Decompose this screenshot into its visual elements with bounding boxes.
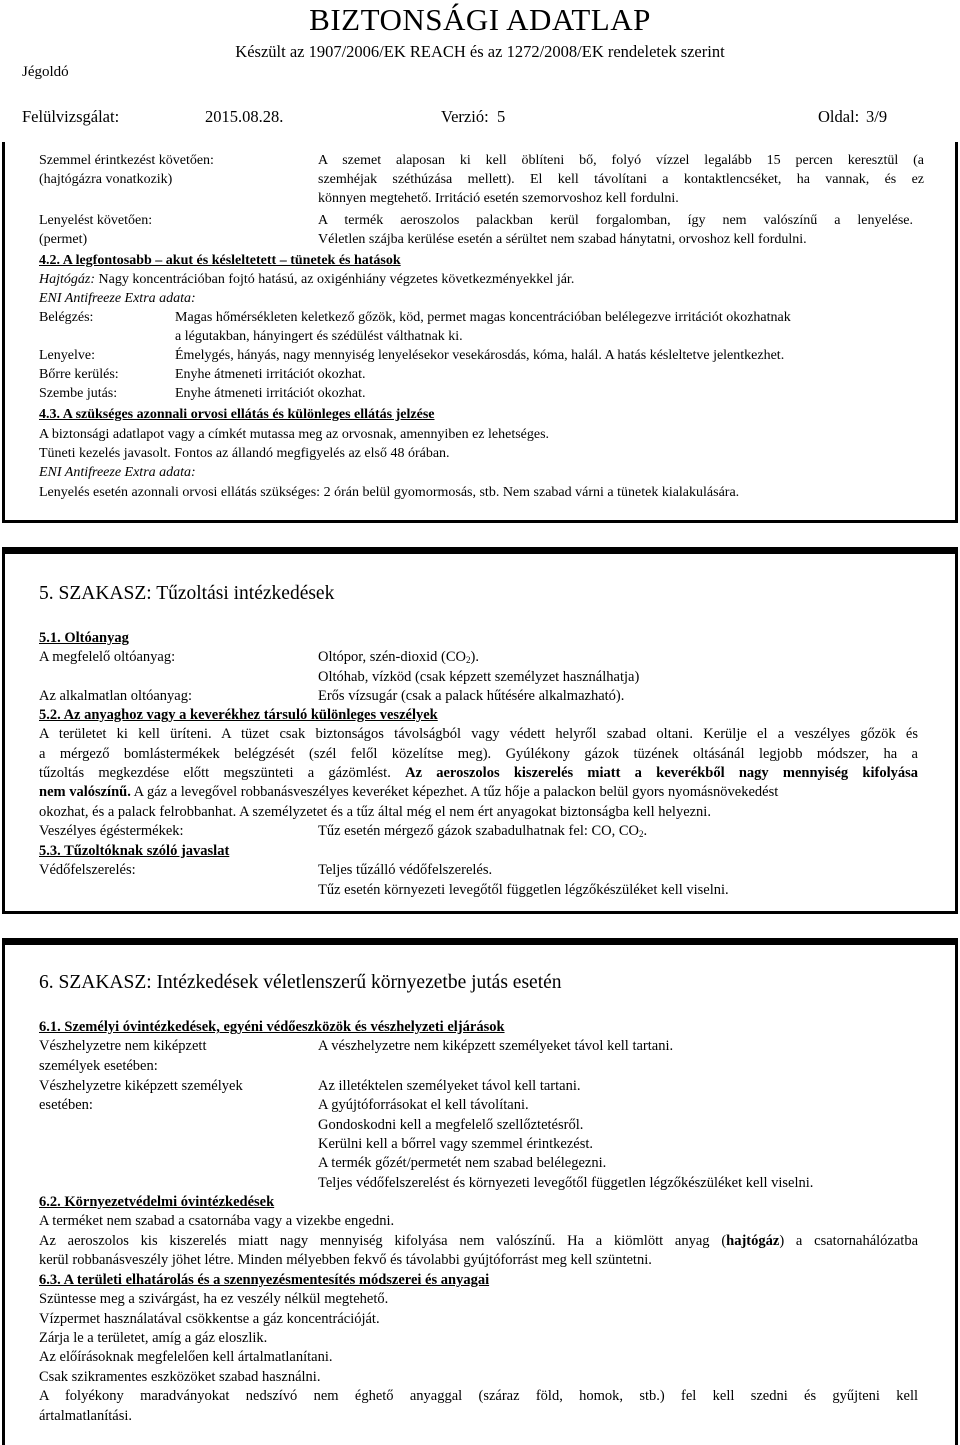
version-number: 5 (497, 107, 506, 126)
regulation-subtitle: Készült az 1907/2006/EK REACH és az 1272/2008/EK rendeletek szerint (235, 42, 725, 61)
revision-label: Felülvizsgálat: (22, 107, 120, 126)
eni-data-label-1: ENI Antifreeze Extra adata: (39, 291, 196, 306)
section-6-box (2, 938, 958, 1445)
s52-text-3 (39, 765, 918, 782)
eye-contact-text-3: könnyen megtehető. Irritáció esetén szemorvoshoz kell fordulni. (318, 191, 679, 206)
ppe-text-2: Tűz esetén környezeti levegőtől független légzőkészüléket kell viselni. (318, 882, 729, 898)
suitable-media-text-1b: ). (470, 649, 479, 665)
ingestion-text-1: A termék aeroszolos palackban kerül forgalomban, így nem valószínű a lenyelése. (318, 213, 913, 228)
s52-text-1: A területet ki kell üríteni. A tüzet csak biztonságos távolságból vagy védett helyről szabad oltani. Kerülje el a veszélyes gőzök és (39, 726, 918, 742)
emergency-responder-label-1: Vészhelyzetre kiképzett személyek (39, 1078, 243, 1094)
swallowing-label: Lenyelve: (39, 348, 95, 363)
skin-label: Bőrre kerülés: (39, 367, 119, 382)
document-title: BIZTONSÁGI ADATLAP (309, 2, 651, 37)
eye-contact-sublabel: (hajtógázra vonatkozik) (39, 172, 173, 187)
eye-contact-text-1: A szemet alaposan ki kell öblíteni bő, folyó vízzel legalább 15 percen keresztül (a (318, 153, 924, 168)
eni-data-label-2: ENI Antifreeze Extra adata: (39, 465, 196, 480)
emergency-item: A termék gőzét/permetét nem szabad belélegezni. (318, 1155, 607, 1171)
suitable-media-text-2: Oltóhab, vízköd (csak képzett személyzet használhatja) (318, 669, 640, 685)
s52-text-2: a mérgező bomlástermékek belégzését (szél felől közelítse meg). Gyúlékony gázok tüzének oltásánál legjobb módszer, ha a (39, 746, 918, 762)
non-emergency-text: A vészhelyzetre nem kiképzett személyeket távol kell tartani. (318, 1038, 674, 1054)
suitable-media-label: A megfelelő oltóanyag: (39, 649, 176, 665)
s52-text-3a: tűzoltás megkezdése előtt megszünteti a gázömlést. (39, 765, 406, 781)
subsection-6-1-heading: 6.1. Személyi óvintézkedések, egyéni védőeszközök és vészhelyzeti eljárások (39, 1019, 505, 1035)
s62-text-2a: Az aeroszolos kis kiszerelés miatt nagy mennyiség kifolyása nem valószínű. Ha a kiömlött anyag ( (39, 1233, 727, 1249)
swallowing-text: Émelygés, hányás, nagy mennyiség lenyelésekor vesekárosdás, kóma, halál. A hatás késleltetve jelentkezhet. (175, 348, 785, 363)
section-4-box (2, 142, 958, 523)
subsection-4-2-heading: 4.2. A legfontosabb – akut és késleltetett – tünetek és hatások (39, 253, 401, 268)
co2-subscript: 2 (466, 655, 471, 665)
unsuitable-media-text: Erős vízsugár (csak a palack hűtésére alkalmazható). (318, 688, 625, 704)
subsection-5-2-heading: 5.2. Az anyaghoz vagy a keverékhez társuló különleges veszélyek (39, 707, 438, 723)
subsection-6-2-heading: 6.2. Környezetvédelmi óvintézkedések (39, 1194, 275, 1210)
product-name: Jégoldó (22, 64, 69, 80)
eye-text-2: Enyhe átmeneti irritációt okozhat. (175, 386, 366, 401)
suitable-media-text-1 (318, 649, 479, 669)
s63-item: Csak szikramentes eszközöket szabad használni. (39, 1369, 321, 1385)
emergency-responder-label-2: esetében: (39, 1097, 93, 1113)
co2-subscript-2: 2 (639, 829, 644, 839)
combustion-products-label: Veszélyes égéstermékek: (39, 823, 184, 839)
ppe-label: Védőfelszerelés: (39, 862, 136, 878)
ingestion-text-2: Véletlen szájba kerülése esetén a sérültet nem szabad hánytatni, orvoshoz kell fordulni. (318, 232, 807, 247)
combustion-products-text (318, 823, 647, 843)
eye-contact-label: Szemmel érintkezést követően: (39, 153, 214, 168)
s43-text-3: Lenyelés esetén azonnali orvosi ellátás szükséges: 2 órán belül gyomormosás, stb. Nem szabad várni a tünetek kialakulására. (39, 485, 740, 500)
propellant-label: Hajtógáz: (39, 272, 95, 287)
propellant-line (39, 271, 574, 288)
s62-text-2 (39, 1233, 918, 1250)
emergency-item: Az illetéktelen személyeket távol kell tartani. (318, 1078, 581, 1094)
s52-text-4a-bold: nem valószínű. (39, 784, 131, 800)
page-number: 3/9 (866, 107, 888, 126)
emergency-item: A gyújtóforrásokat el kell távolítani. (318, 1097, 529, 1113)
ingestion-sublabel: (permet) (39, 232, 88, 247)
emergency-item: Kerülni kell a bőrrel vagy szemmel érintkezést. (318, 1136, 593, 1152)
eye-label-2: Szembe jutás: (39, 386, 118, 401)
s62-text-1: A terméket nem szabad a csatornába vagy a vizekbe engedni. (39, 1213, 395, 1229)
emergency-item: Gondoskodni kell a megfelelő szellőztetésről. (318, 1117, 584, 1133)
suitable-media-text-1a: Oltópor, szén-dioxid (CO (318, 649, 467, 665)
ingestion-label: Lenyelést követően: (39, 213, 153, 228)
emergency-item: Teljes védőfelszerelést és környezeti levegőtől független légzőkészüléket kell viselni. (318, 1175, 814, 1191)
s52-text-5: okozhat, és a palack felrobbanhat. A személyzetet és a tűz által még el nem ért anyagokat biztonságba kell helyezni. (39, 804, 711, 820)
s63-item: Zárja le a területet, amíg a gáz eloszlik. (39, 1330, 268, 1346)
inhalation-label: Belégzés: (39, 310, 94, 325)
subsection-5-3-heading: 5.3. Tűzoltóknak szóló javaslat (39, 843, 230, 859)
s63-item: Szüntesse meg a szivárgást, ha ez veszély nélkül megtehető. (39, 1291, 389, 1307)
section-5-title: 5. SZAKASZ: Tűzoltási intézkedések (39, 583, 335, 604)
s43-text-1: A biztonsági adatlapot vagy a címkét mutassa meg az orvosnak, amennyiben ez lehetséges. (39, 427, 550, 442)
s52-text-4b: A gáz a levegővel robbanásveszélyes keveréket képezhet. A tűz hője a palackon belül gyors nyomásnövekedést (130, 784, 779, 800)
s63-item: Vízpermet használatával csökkentse a gáz koncentrációját. (39, 1311, 380, 1327)
page-label: Oldal: (818, 107, 860, 126)
combustion-products-text-b: . (643, 823, 648, 839)
s62-text-3: kerül robbanásveszély jöhet létre. Minden mélyebben fekvő és távolabbi gyújtóforrást meg kell szüntetni. (39, 1252, 652, 1268)
s62-text-2b-bold: hajtógáz (726, 1233, 780, 1249)
s62-text-2c: ) a csatornahálózatba (779, 1233, 919, 1249)
ppe-text-1: Teljes tűzálló védőfelszerelés. (318, 862, 493, 878)
subsection-6-3-heading: 6.3. A területi elhatárolás és a szennyezésmentesítés módszerei és anyagai (39, 1272, 490, 1288)
skin-text: Enyhe átmeneti irritációt okozhat. (175, 367, 366, 382)
unsuitable-media-label: Az alkalmatlan oltóanyag: (39, 688, 193, 704)
inhalation-text-1: Magas hőmérsékleten keletkező gőzök, köd, permet magas koncentrációban belélegezve irritációt okozhatnak (175, 310, 791, 325)
inhalation-text-2: a légutakban, hányingert és szédülést válthatnak ki. (175, 329, 463, 344)
version-label: Verzió: (441, 107, 489, 126)
combustion-products-text-a: Tűz esetén mérgező gázok szabadulhatnak fel: CO, CO (318, 823, 640, 839)
s43-text-2: Tüneti kezelés javasolt. Fontos az állandó megfigyelés az első 48 órában. (39, 446, 450, 461)
propellant-text: Nagy koncentrációban fojtó hatású, az oxigénhiány végzetes következményekkel jár. (95, 272, 575, 287)
s52-text-3b-bold: Az aeroszolos kiszerelés miatt a keverékből nagy mennyiség kifolyása (405, 765, 918, 781)
subsection-5-1-heading: 5.1. Oltóanyag (39, 630, 129, 646)
s63-item: Az előírásoknak megfelelően kell ártalmatlanítani. (39, 1349, 333, 1365)
section-6-title: 6. SZAKASZ: Intézkedések véletlenszerű környezetbe jutás esetén (39, 972, 562, 993)
section-5-box (2, 547, 958, 914)
subsection-4-3-heading: 4.3. A szükséges azonnali orvosi ellátás és különleges ellátás jelzése (39, 407, 435, 422)
s63-last-text-1: A folyékony maradványokat nedszívó nem éghető anyaggal (száraz föld, homok, stb.) fel kell szedni és gyűjteni kell (39, 1388, 918, 1404)
revision-date: 2015.08.28. (205, 107, 284, 126)
s63-last-text-2: ártalmatlanítási. (39, 1408, 133, 1424)
eye-contact-text-2: szemhéjak széthúzása mellett). El kell távolítani a kontaktlencséket, ha vannak, és ez (318, 172, 924, 187)
non-emergency-label-2: személyek esetében: (39, 1058, 158, 1074)
s52-text-4 (39, 784, 778, 801)
non-emergency-label-1: Vészhelyzetre nem kiképzett (39, 1038, 207, 1054)
